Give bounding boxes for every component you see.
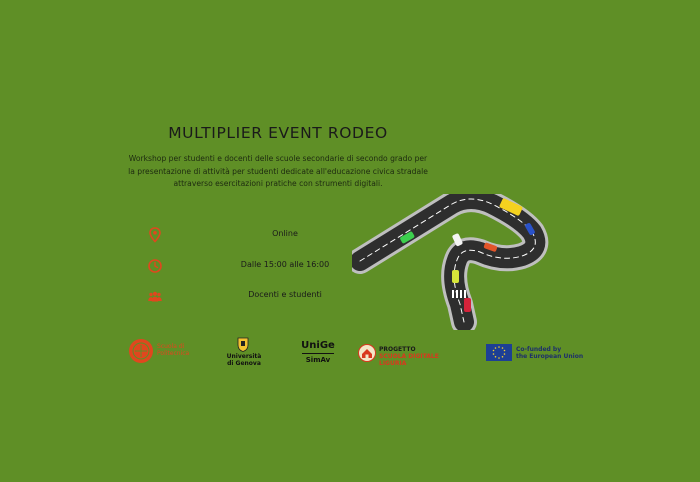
simav-line2: SimAv bbox=[305, 356, 331, 364]
scuola-digitale-house-icon bbox=[358, 344, 376, 362]
unige-line2: di Genova bbox=[227, 360, 261, 367]
info-audience-text: Docenti e studenti bbox=[248, 290, 322, 299]
simav-divider bbox=[302, 353, 334, 354]
eu-flag-icon bbox=[486, 344, 512, 361]
partner-logos bbox=[0, 334, 700, 374]
unige-line1: Università bbox=[226, 353, 262, 360]
logo-scuola-digitale-liguria bbox=[358, 334, 468, 370]
logo-eu-cofunded bbox=[486, 334, 586, 370]
logo-scuola-politecnica bbox=[128, 334, 194, 370]
info-time-text: Dalle 15:00 alle 16:00 bbox=[240, 260, 330, 269]
unige-crest-icon bbox=[237, 337, 249, 352]
road-track-illustration bbox=[352, 194, 552, 330]
progetto-line1: PROGETTO bbox=[379, 346, 416, 353]
simav-line1: UniGe bbox=[301, 340, 335, 351]
info-location-text: Online bbox=[272, 229, 298, 238]
progetto-line2: SCUOLA DIGITALE LIGURIA bbox=[379, 353, 439, 367]
polytechnic-line1: Scuola di bbox=[157, 343, 185, 350]
polytechnic-line2: Politecnica bbox=[157, 350, 190, 357]
eu-line2: the European Union bbox=[516, 353, 584, 360]
event-description: Workshop per studenti e docenti delle scuole secondarie di secondo grado per la presentazione di attività per studenti dedicate all'educazione civica stradale attraverso esercitazioni pratiche con strumenti digitali. bbox=[128, 154, 428, 189]
location-pin-icon bbox=[146, 226, 164, 244]
people-icon bbox=[146, 287, 164, 305]
logo-unige bbox=[223, 334, 265, 370]
event-title: MULTIPLIER EVENT RODEO bbox=[168, 124, 388, 142]
clock-icon bbox=[146, 257, 164, 275]
car-red-icon bbox=[464, 298, 471, 312]
car-yellow-icon bbox=[452, 270, 459, 283]
eu-line1: Co-funded by bbox=[516, 346, 562, 353]
polytechnic-seal-icon bbox=[128, 338, 154, 364]
logo-simav bbox=[296, 334, 340, 370]
